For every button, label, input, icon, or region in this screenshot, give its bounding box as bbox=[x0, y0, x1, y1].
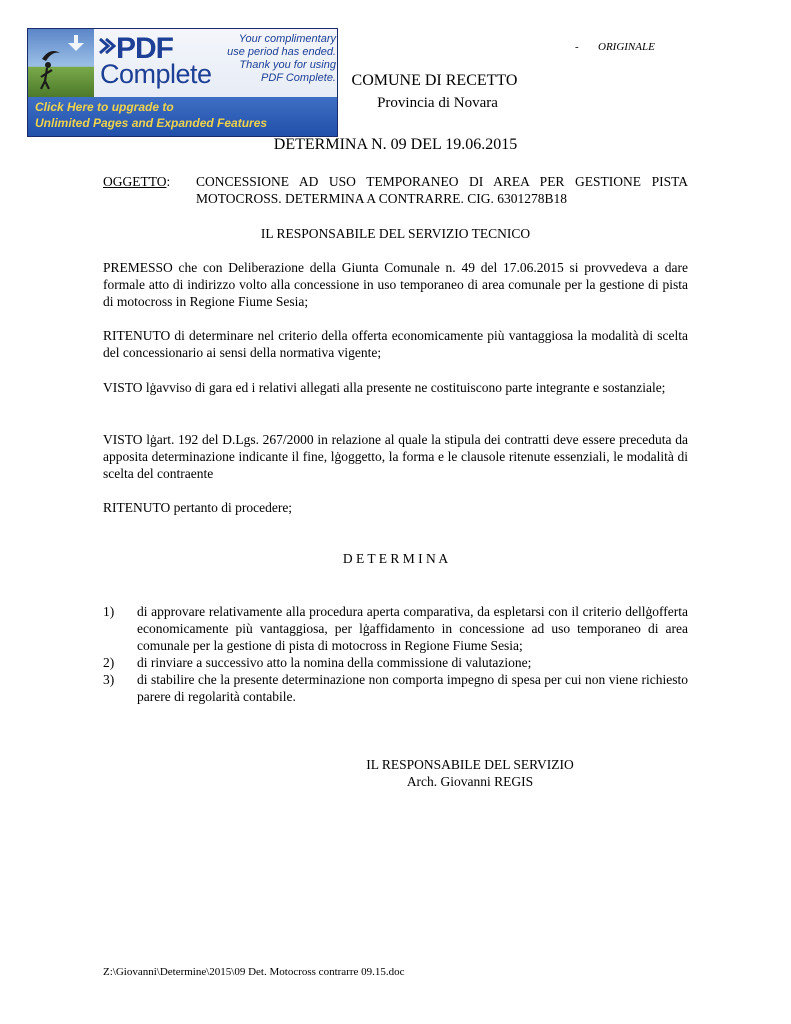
list-item: di approvare relativamente alla procedura aperta comparativa, da espletarsi con il criterio dellġofferta economicamente più vantaggiosa, per lġaffidamento in concessione ad uso temporaneo di area comunale per la gestione di pista di motocross in Regione Fiume Sesia; bbox=[137, 604, 688, 653]
responsabile-heading: IL RESPONSABILE DEL SERVIZIO TECNICO bbox=[260, 226, 531, 241]
list-item: di stabilire che la presente determinazione non comporta impegno di spesa per cui non viene richiesto parere di regolarità contabile. bbox=[137, 672, 688, 704]
footer-file-path: Z:\Giovanni\Determine\2015\09 Det. Motocross contrarre 09.15.doc bbox=[103, 966, 405, 978]
banner-message bbox=[204, 33, 336, 85]
ritenuto-paragraph: RITENUTO di determinare nel criterio della offerta economicamente più vantaggiosa la modalità di scelta del concessionario ai sensi della normativa vigente; bbox=[103, 328, 688, 360]
oggetto-colon: : bbox=[166, 174, 171, 189]
upgrade-link-line2[interactable]: Unlimited Pages and Expanded Features bbox=[35, 116, 268, 130]
item-number: 2) bbox=[103, 655, 115, 670]
provincia-subtitle: Provincia di Novara bbox=[377, 95, 498, 111]
item-number: 1) bbox=[103, 604, 115, 619]
comune-title: COMUNE DI RECETTO bbox=[351, 72, 518, 89]
determina-title: DETERMINA N. 09 DEL 19.06.2015 bbox=[273, 136, 518, 153]
chevron-logo-icon bbox=[98, 37, 116, 59]
item-number: 3) bbox=[103, 672, 115, 687]
brand-complete: Complete bbox=[100, 59, 212, 89]
oggetto-label bbox=[103, 173, 170, 190]
upgrade-link[interactable] bbox=[28, 97, 337, 137]
promo-illustration-icon bbox=[28, 29, 94, 97]
banner-message-line: Thank you for using bbox=[239, 59, 336, 71]
visto-art-paragraph: VISTO lġart. 192 del D.Lgs. 267/2000 in relazione al quale la stipula dei contratti deve essere preceduta da apposita determinazione indicante il fine, lġoggetto, la forma e le clausole ritenute essenziali, le modalità di scelta del contraente bbox=[103, 432, 688, 481]
determina-heading: D E T E R M I N A bbox=[342, 551, 449, 566]
header-dash: - bbox=[575, 41, 579, 53]
pdf-complete-upgrade-banner[interactable] bbox=[27, 28, 338, 137]
premesso-paragraph: PREMESSO che con Deliberazione della Giunta Comunale n. 49 del 17.06.2015 si provvedeva a dare formale atto di indirizzo volto alla concessione in uso temporaneo di area comunale per la gestione di pista di motocross in Regione Fiume Sesia; bbox=[103, 260, 688, 309]
oggetto-label-text: OGGETTO bbox=[103, 174, 167, 189]
visto-avviso-paragraph: VISTO lġavviso di gara ed i relativi allegati alla presente ne costituiscono parte integrante e sostanziale; bbox=[103, 380, 666, 395]
signature-title: IL RESPONSABILE DEL SERVIZIO bbox=[366, 757, 574, 772]
banner-message-line: Your complimentary bbox=[238, 33, 336, 45]
banner-message-line: PDF Complete. bbox=[261, 72, 336, 84]
oggetto-line2: MOTOCROSS. DETERMINA A CONTRARRE. CIG. 6301278B18 bbox=[196, 191, 568, 206]
person-with-umbrella-icon bbox=[28, 29, 94, 97]
oggetto-text bbox=[196, 173, 688, 207]
oggetto-line1: CONCESSIONE AD USO TEMPORANEO DI AREA PER GESTIONE PISTA bbox=[196, 174, 688, 189]
upgrade-link-line1[interactable]: Click Here to upgrade to bbox=[35, 100, 174, 114]
banner-message-line: use period has ended. bbox=[227, 46, 336, 58]
brand-pdf: PDF bbox=[116, 32, 173, 65]
list-item: di rinviare a successivo atto la nomina della commissione di valutazione; bbox=[137, 655, 532, 670]
header-original: ORIGINALE bbox=[598, 41, 655, 53]
ritenuto-procedere: RITENUTO pertanto di procedere; bbox=[103, 500, 293, 515]
signature-name: Arch. Giovanni REGIS bbox=[406, 774, 534, 789]
